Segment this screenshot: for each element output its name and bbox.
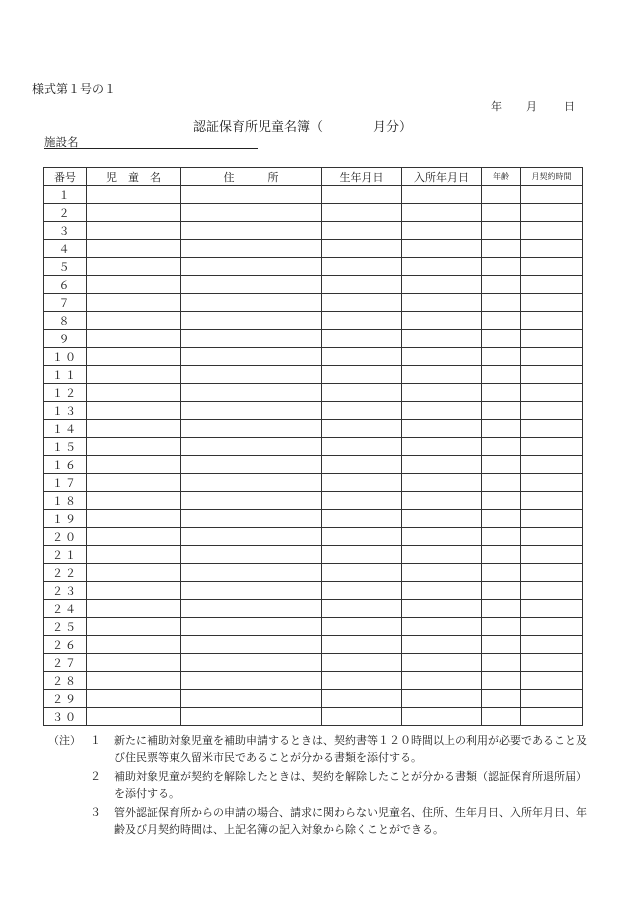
admission-date-cell[interactable] [402,258,482,276]
child-name-cell[interactable] [87,420,181,438]
table-row [44,402,583,420]
table-row [44,258,583,276]
admission-date-cell[interactable] [402,528,482,546]
child-name-cell[interactable] [87,708,181,726]
age-cell[interactable] [482,708,521,726]
table-row [44,600,583,618]
contract-hours-cell[interactable] [521,546,583,564]
birth-date-cell[interactable] [322,528,402,546]
address-cell[interactable] [181,492,322,510]
birth-date-cell[interactable] [322,438,402,456]
contract-hours-cell[interactable] [521,222,583,240]
row-number: ２１ [44,546,87,564]
contract-hours-cell[interactable] [521,618,583,636]
address-cell[interactable] [181,456,322,474]
note-item [90,804,590,838]
header-age: 年齢 [482,168,521,186]
table-row [44,240,583,258]
child-name-cell[interactable] [87,384,181,402]
row-number: ２ [44,204,87,222]
row-number: ２０ [44,528,87,546]
form-number: 様式第１号の１ [32,82,117,96]
contract-hours-cell[interactable] [521,420,583,438]
row-number: ２４ [44,600,87,618]
age-cell[interactable] [482,294,521,312]
age-cell[interactable] [482,258,521,276]
row-number: １７ [44,474,87,492]
age-cell[interactable] [482,582,521,600]
table-row [44,564,583,582]
admission-date-cell[interactable] [402,384,482,402]
admission-date-cell[interactable] [402,186,482,204]
contract-hours-cell[interactable] [521,636,583,654]
note-number: ３ [90,806,101,819]
contract-hours-cell[interactable] [521,402,583,420]
header-child-name: 児 童 名 [87,168,181,186]
admission-date-cell[interactable] [402,474,482,492]
birth-date-cell[interactable] [322,546,402,564]
age-cell[interactable] [482,186,521,204]
table-row [44,366,583,384]
admission-date-cell[interactable] [402,582,482,600]
row-number: ２５ [44,618,87,636]
age-cell[interactable] [482,690,521,708]
child-name-cell[interactable] [87,294,181,312]
address-cell[interactable] [181,240,322,258]
admission-date-cell[interactable] [402,654,482,672]
table-row [44,492,583,510]
row-number: １５ [44,438,87,456]
admission-date-cell[interactable] [402,618,482,636]
table-row [44,672,583,690]
row-number: ２６ [44,636,87,654]
admission-date-cell[interactable] [402,204,482,222]
address-cell[interactable] [181,204,322,222]
table-row [44,510,583,528]
child-name-cell[interactable] [87,240,181,258]
address-cell[interactable] [181,330,322,348]
child-name-cell[interactable] [87,402,181,420]
child-name-cell[interactable] [87,546,181,564]
contract-hours-cell[interactable] [521,564,583,582]
address-cell[interactable] [181,474,322,492]
table-row [44,636,583,654]
address-cell[interactable] [181,528,322,546]
child-name-cell[interactable] [87,438,181,456]
contract-hours-cell[interactable] [521,492,583,510]
admission-date-cell[interactable] [402,420,482,438]
table-row [44,222,583,240]
address-cell[interactable] [181,636,322,654]
child-name-cell[interactable] [87,672,181,690]
birth-date-cell[interactable] [322,330,402,348]
contract-hours-cell[interactable] [521,258,583,276]
row-number: ７ [44,294,87,312]
address-cell[interactable] [181,348,322,366]
address-cell[interactable] [181,564,322,582]
contract-hours-cell[interactable] [521,240,583,258]
birth-date-cell[interactable] [322,510,402,528]
row-number: １６ [44,456,87,474]
address-cell[interactable] [181,546,322,564]
table-row [44,546,583,564]
child-name-cell[interactable] [87,564,181,582]
age-cell[interactable] [482,420,521,438]
address-cell[interactable] [181,690,322,708]
table-row [44,618,583,636]
birth-date-cell[interactable] [322,618,402,636]
row-number: ２７ [44,654,87,672]
child-name-cell[interactable] [87,492,181,510]
contract-hours-cell[interactable] [521,348,583,366]
row-number: １２ [44,384,87,402]
contract-hours-cell[interactable] [521,438,583,456]
birth-date-cell[interactable] [322,402,402,420]
admission-date-cell[interactable] [402,636,482,654]
admission-date-cell[interactable] [402,492,482,510]
address-cell[interactable] [181,600,322,618]
age-cell[interactable] [482,528,521,546]
child-name-cell[interactable] [87,258,181,276]
contract-hours-cell[interactable] [521,528,583,546]
age-cell[interactable] [482,546,521,564]
table-row [44,204,583,222]
address-cell[interactable] [181,402,322,420]
table-row [44,582,583,600]
title-text: 認証保育所児童名簿（ [193,120,324,135]
address-cell[interactable] [181,222,322,240]
admission-date-cell[interactable] [402,348,482,366]
table-row [44,294,583,312]
note-text: 新たに補助対象児童を補助申請するときは、契約書等１２０時間以上の利用が必要であること及び住民票等東久留米市民であることが分かる書類を添付する。 [114,734,587,764]
row-number: ４ [44,240,87,258]
age-cell[interactable] [482,204,521,222]
age-cell[interactable] [482,600,521,618]
contract-hours-cell[interactable] [521,384,583,402]
address-cell[interactable] [181,366,322,384]
table-row [44,420,583,438]
birth-date-cell[interactable] [322,474,402,492]
admission-date-cell[interactable] [402,708,482,726]
row-number: １４ [44,420,87,438]
note-text: 補助対象児童が契約を解除したときは、契約を解除したことが分かる書類（認証保育所退所届）を添付する。 [114,770,587,800]
child-name-cell[interactable] [87,600,181,618]
birth-date-cell[interactable] [322,708,402,726]
contract-hours-cell[interactable] [521,456,583,474]
birth-date-cell[interactable] [322,186,402,204]
admission-date-cell[interactable] [402,546,482,564]
table-row [44,276,583,294]
age-cell[interactable] [482,510,521,528]
facility-name-field[interactable] [44,134,258,149]
row-number: ２２ [44,564,87,582]
address-cell[interactable] [181,672,322,690]
header-number: 番号 [44,168,87,186]
table-row [44,330,583,348]
address-cell[interactable] [181,510,322,528]
child-roster-table [43,167,583,726]
child-name-cell[interactable] [87,330,181,348]
admission-date-cell[interactable] [402,672,482,690]
row-number: ２９ [44,690,87,708]
address-cell[interactable] [181,312,322,330]
contract-hours-cell[interactable] [521,204,583,222]
age-cell[interactable] [482,348,521,366]
age-cell[interactable] [482,402,521,420]
birth-date-cell[interactable] [322,204,402,222]
address-cell[interactable] [181,582,322,600]
contract-hours-cell[interactable] [521,294,583,312]
contract-hours-cell[interactable] [521,474,583,492]
age-cell[interactable] [482,672,521,690]
contract-hours-cell[interactable] [521,582,583,600]
note-number: ２ [90,770,101,783]
birth-date-cell[interactable] [322,222,402,240]
contract-hours-cell[interactable] [521,312,583,330]
table-row [44,456,583,474]
row-number: １９ [44,510,87,528]
address-cell[interactable] [181,384,322,402]
contract-hours-cell[interactable] [521,690,583,708]
contract-hours-cell[interactable] [521,510,583,528]
notes-label: （注） [48,734,81,747]
table-row [44,438,583,456]
child-name-cell[interactable] [87,528,181,546]
table-row [44,708,583,726]
address-cell[interactable] [181,294,322,312]
child-name-cell[interactable] [87,582,181,600]
birth-date-cell[interactable] [322,690,402,708]
row-number: １３ [44,402,87,420]
facility-name-label: 施設名 [44,135,79,149]
header-contract-hours: 月契約時間 [521,168,583,186]
admission-date-cell[interactable] [402,366,482,384]
child-name-cell[interactable] [87,510,181,528]
admission-date-cell[interactable] [402,690,482,708]
child-name-cell[interactable] [87,456,181,474]
row-number: １１ [44,366,87,384]
age-cell[interactable] [482,312,521,330]
date-month-label: 月 [526,100,537,113]
birth-date-cell[interactable] [322,456,402,474]
child-name-cell[interactable] [87,474,181,492]
admission-date-cell[interactable] [402,600,482,618]
birth-date-cell[interactable] [322,492,402,510]
child-name-cell[interactable] [87,690,181,708]
age-cell[interactable] [482,492,521,510]
age-cell[interactable] [482,222,521,240]
birth-date-cell[interactable] [322,348,402,366]
date-line [486,98,582,112]
table-row [44,348,583,366]
table-header-row [44,168,583,186]
note-item [90,768,590,802]
birth-date-cell[interactable] [322,636,402,654]
child-name-cell[interactable] [87,654,181,672]
address-cell[interactable] [181,708,322,726]
admission-date-cell[interactable] [402,456,482,474]
age-cell[interactable] [482,240,521,258]
address-cell[interactable] [181,654,322,672]
address-cell[interactable] [181,276,322,294]
note-number: １ [90,734,101,747]
birth-date-cell[interactable] [322,582,402,600]
title-month-suffix: 月分） [373,120,413,135]
admission-date-cell[interactable] [402,438,482,456]
admission-date-cell[interactable] [402,330,482,348]
birth-date-cell[interactable] [322,564,402,582]
age-cell[interactable] [482,456,521,474]
birth-date-cell[interactable] [322,420,402,438]
address-cell[interactable] [181,618,322,636]
table-row [44,384,583,402]
child-name-cell[interactable] [87,366,181,384]
table-row [44,654,583,672]
birth-date-cell[interactable] [322,240,402,258]
birth-date-cell[interactable] [322,294,402,312]
table-row [44,690,583,708]
table-row [44,312,583,330]
child-name-cell[interactable] [87,204,181,222]
note-text: 管外認証保育所からの申請の場合、請求に関わらない児童名、住所、生年月日、入所年月日、年齢及び月契約時間は、上記名簿の記入対象から除くことができる。 [114,806,587,836]
note-item [90,732,590,766]
birth-date-cell[interactable] [322,312,402,330]
row-number: ５ [44,258,87,276]
child-name-cell[interactable] [87,636,181,654]
admission-date-cell[interactable] [402,276,482,294]
age-cell[interactable] [482,564,521,582]
birth-date-cell[interactable] [322,366,402,384]
contract-hours-cell[interactable] [521,654,583,672]
row-number: ６ [44,276,87,294]
admission-date-cell[interactable] [402,510,482,528]
age-cell[interactable] [482,654,521,672]
admission-date-cell[interactable] [402,312,482,330]
notes-section [48,732,588,842]
date-year-label: 年 [491,100,502,113]
age-cell[interactable] [482,366,521,384]
document-title [193,116,433,135]
table-row [44,528,583,546]
row-number: １８ [44,492,87,510]
child-name-cell[interactable] [87,312,181,330]
admission-date-cell[interactable] [402,222,482,240]
row-number: ２３ [44,582,87,600]
child-name-cell[interactable] [87,186,181,204]
birth-date-cell[interactable] [322,384,402,402]
birth-date-cell[interactable] [322,276,402,294]
child-name-cell[interactable] [87,618,181,636]
admission-date-cell[interactable] [402,564,482,582]
age-cell[interactable] [482,330,521,348]
row-number: ３０ [44,708,87,726]
header-address: 住 所 [181,168,322,186]
header-birth-date: 生年月日 [322,168,402,186]
child-name-cell[interactable] [87,222,181,240]
contract-hours-cell[interactable] [521,366,583,384]
contract-hours-cell[interactable] [521,708,583,726]
table-row [44,186,583,204]
contract-hours-cell[interactable] [521,276,583,294]
admission-date-cell[interactable] [402,240,482,258]
row-number: ９ [44,330,87,348]
address-cell[interactable] [181,438,322,456]
child-name-cell[interactable] [87,276,181,294]
row-number: ２８ [44,672,87,690]
table-row [44,474,583,492]
age-cell[interactable] [482,276,521,294]
contract-hours-cell[interactable] [521,330,583,348]
age-cell[interactable] [482,618,521,636]
address-cell[interactable] [181,420,322,438]
contract-hours-cell[interactable] [521,672,583,690]
address-cell[interactable] [181,258,322,276]
birth-date-cell[interactable] [322,654,402,672]
contract-hours-cell[interactable] [521,186,583,204]
age-cell[interactable] [482,438,521,456]
row-number: ８ [44,312,87,330]
date-day-label: 日 [564,100,575,113]
age-cell[interactable] [482,474,521,492]
birth-date-cell[interactable] [322,258,402,276]
birth-date-cell[interactable] [322,672,402,690]
row-number: １ [44,186,87,204]
age-cell[interactable] [482,384,521,402]
contract-hours-cell[interactable] [521,600,583,618]
admission-date-cell[interactable] [402,402,482,420]
birth-date-cell[interactable] [322,600,402,618]
age-cell[interactable] [482,636,521,654]
child-name-cell[interactable] [87,348,181,366]
admission-date-cell[interactable] [402,294,482,312]
header-admission-date: 入所年月日 [402,168,482,186]
row-number: ３ [44,222,87,240]
row-number: １０ [44,348,87,366]
address-cell[interactable] [181,186,322,204]
